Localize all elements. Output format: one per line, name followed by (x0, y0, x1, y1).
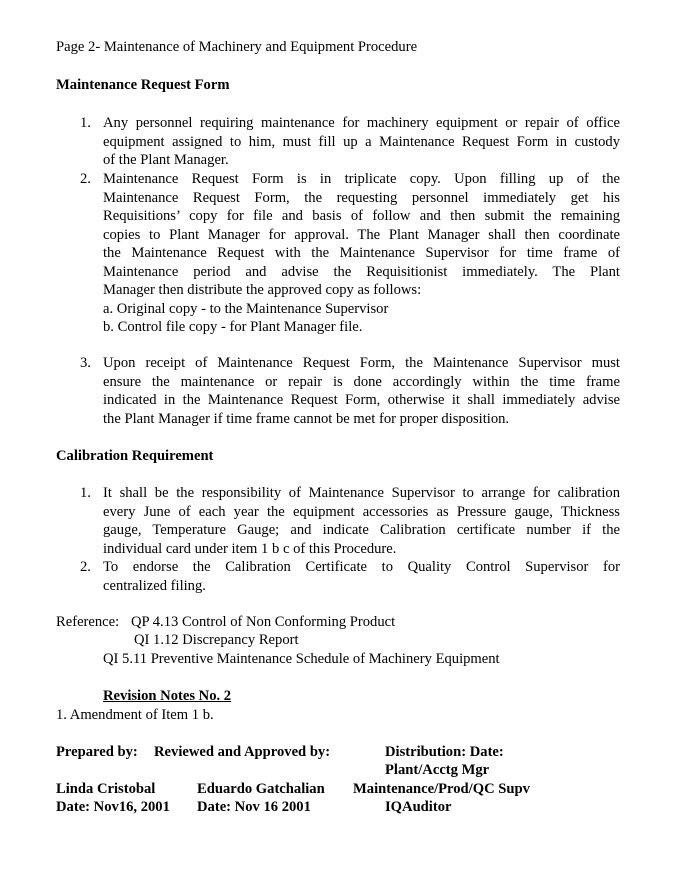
section-title-maintenance-request: Maintenance Request Form (56, 77, 230, 93)
item-line: It shall be the responsibility of Maintenance Supervisor to arrange for calibration (103, 485, 620, 501)
item-line: gauge, Temperature Gauge; and indicate Calibration certificate number if the (103, 522, 620, 538)
list-number: 3. (80, 355, 91, 371)
item-line: Any personnel requiring maintenance for machinery equipment or repair of office (103, 115, 620, 131)
list-item (103, 170, 620, 337)
item-line: indicated in the Maintenance Request Form, otherwise it shall immediately advise (103, 392, 620, 408)
item-line: centralized filing. (103, 577, 206, 594)
section-title-calibration: Calibration Requirement (56, 448, 214, 464)
reviewed-date: Date: Nov 16 2001 (197, 799, 311, 815)
distribution-label: Distribution: Date: (385, 744, 504, 760)
reference-line: QI 1.12 Discrepancy Report (134, 632, 299, 648)
item-line: a. Original copy - to the Maintenance Supervisor (103, 300, 389, 317)
distribution-line: Maintenance/Prod/QC Supv (353, 781, 530, 797)
item-line: Maintenance period and advise the Requisitionist immediately. The Plant (103, 263, 620, 280)
distribution-line: IQAuditor (385, 799, 452, 815)
item-line: individual card under item 1 b c of this Procedure. (103, 540, 397, 557)
reviewed-name: Eduardo Gatchalian (197, 781, 325, 797)
revision-note: 1. Amendment of Item 1 b. (56, 707, 214, 723)
prepared-date: Date: Nov16, 2001 (56, 799, 170, 815)
reference-line: QP 4.13 Control of Non Conforming Product (131, 614, 396, 630)
item-line: Requisitions’ copy for file and basis of follow and then submit the remaining (103, 208, 620, 224)
item-line: the Maintenance Request with the Maintenance Supervisor for time frame of (103, 245, 620, 261)
item-line: every June of each year the equipment accessories as Pressure gauge, Thickness (103, 503, 620, 520)
prepared-by-label: Prepared by: (56, 744, 138, 760)
item-line: equipment assigned to him, must fill up a Maintenance Request Form in custody (103, 133, 620, 150)
item-line: copies to Plant Manager for approval. The Plant Manager shall then coordinate (103, 226, 620, 243)
prepared-name: Linda Cristobal (56, 781, 156, 797)
page-header: Page 2- Maintenance of Machinery and Equipment Procedure (56, 39, 418, 55)
distribution-line: Plant/Acctg Mgr (385, 762, 490, 778)
list-number: 2. (80, 559, 91, 575)
item-line: Manager then distribute the approved copy as follows: (103, 282, 422, 298)
reviewed-by-label: Reviewed and Approved by: (154, 744, 331, 760)
item-line: b. Control file copy - for Plant Manager file. (103, 319, 363, 335)
reference-line: QI 5.11 Preventive Maintenance Schedule of Machinery Equipment (103, 651, 500, 667)
list-number: 1. (80, 485, 91, 501)
item-line: ensure the maintenance or repair is done accordingly within the time frame (103, 373, 620, 390)
reference-label: Reference: (56, 614, 120, 630)
list-number: 2. (80, 171, 91, 187)
list-item (103, 354, 620, 428)
list-number: 1. (80, 115, 91, 131)
list-item (103, 558, 620, 595)
list-item (103, 114, 620, 170)
item-line: To endorse the Calibration Certificate to Quality Control Supervisor for (103, 559, 620, 575)
list-item (103, 484, 620, 558)
revision-title: Revision Notes No. 2 (103, 688, 232, 704)
item-line: Maintenance Request Form, the requesting personnel immediately get his (103, 189, 620, 206)
item-line: the Plant Manager if time frame cannot be met for proper disposition. (103, 410, 510, 427)
item-line: of the Plant Manager. (103, 152, 229, 168)
item-line: Upon receipt of Maintenance Request Form, the Maintenance Supervisor must (103, 355, 620, 371)
item-line: Maintenance Request Form is in triplicate copy. Upon filling up of the (103, 171, 620, 187)
